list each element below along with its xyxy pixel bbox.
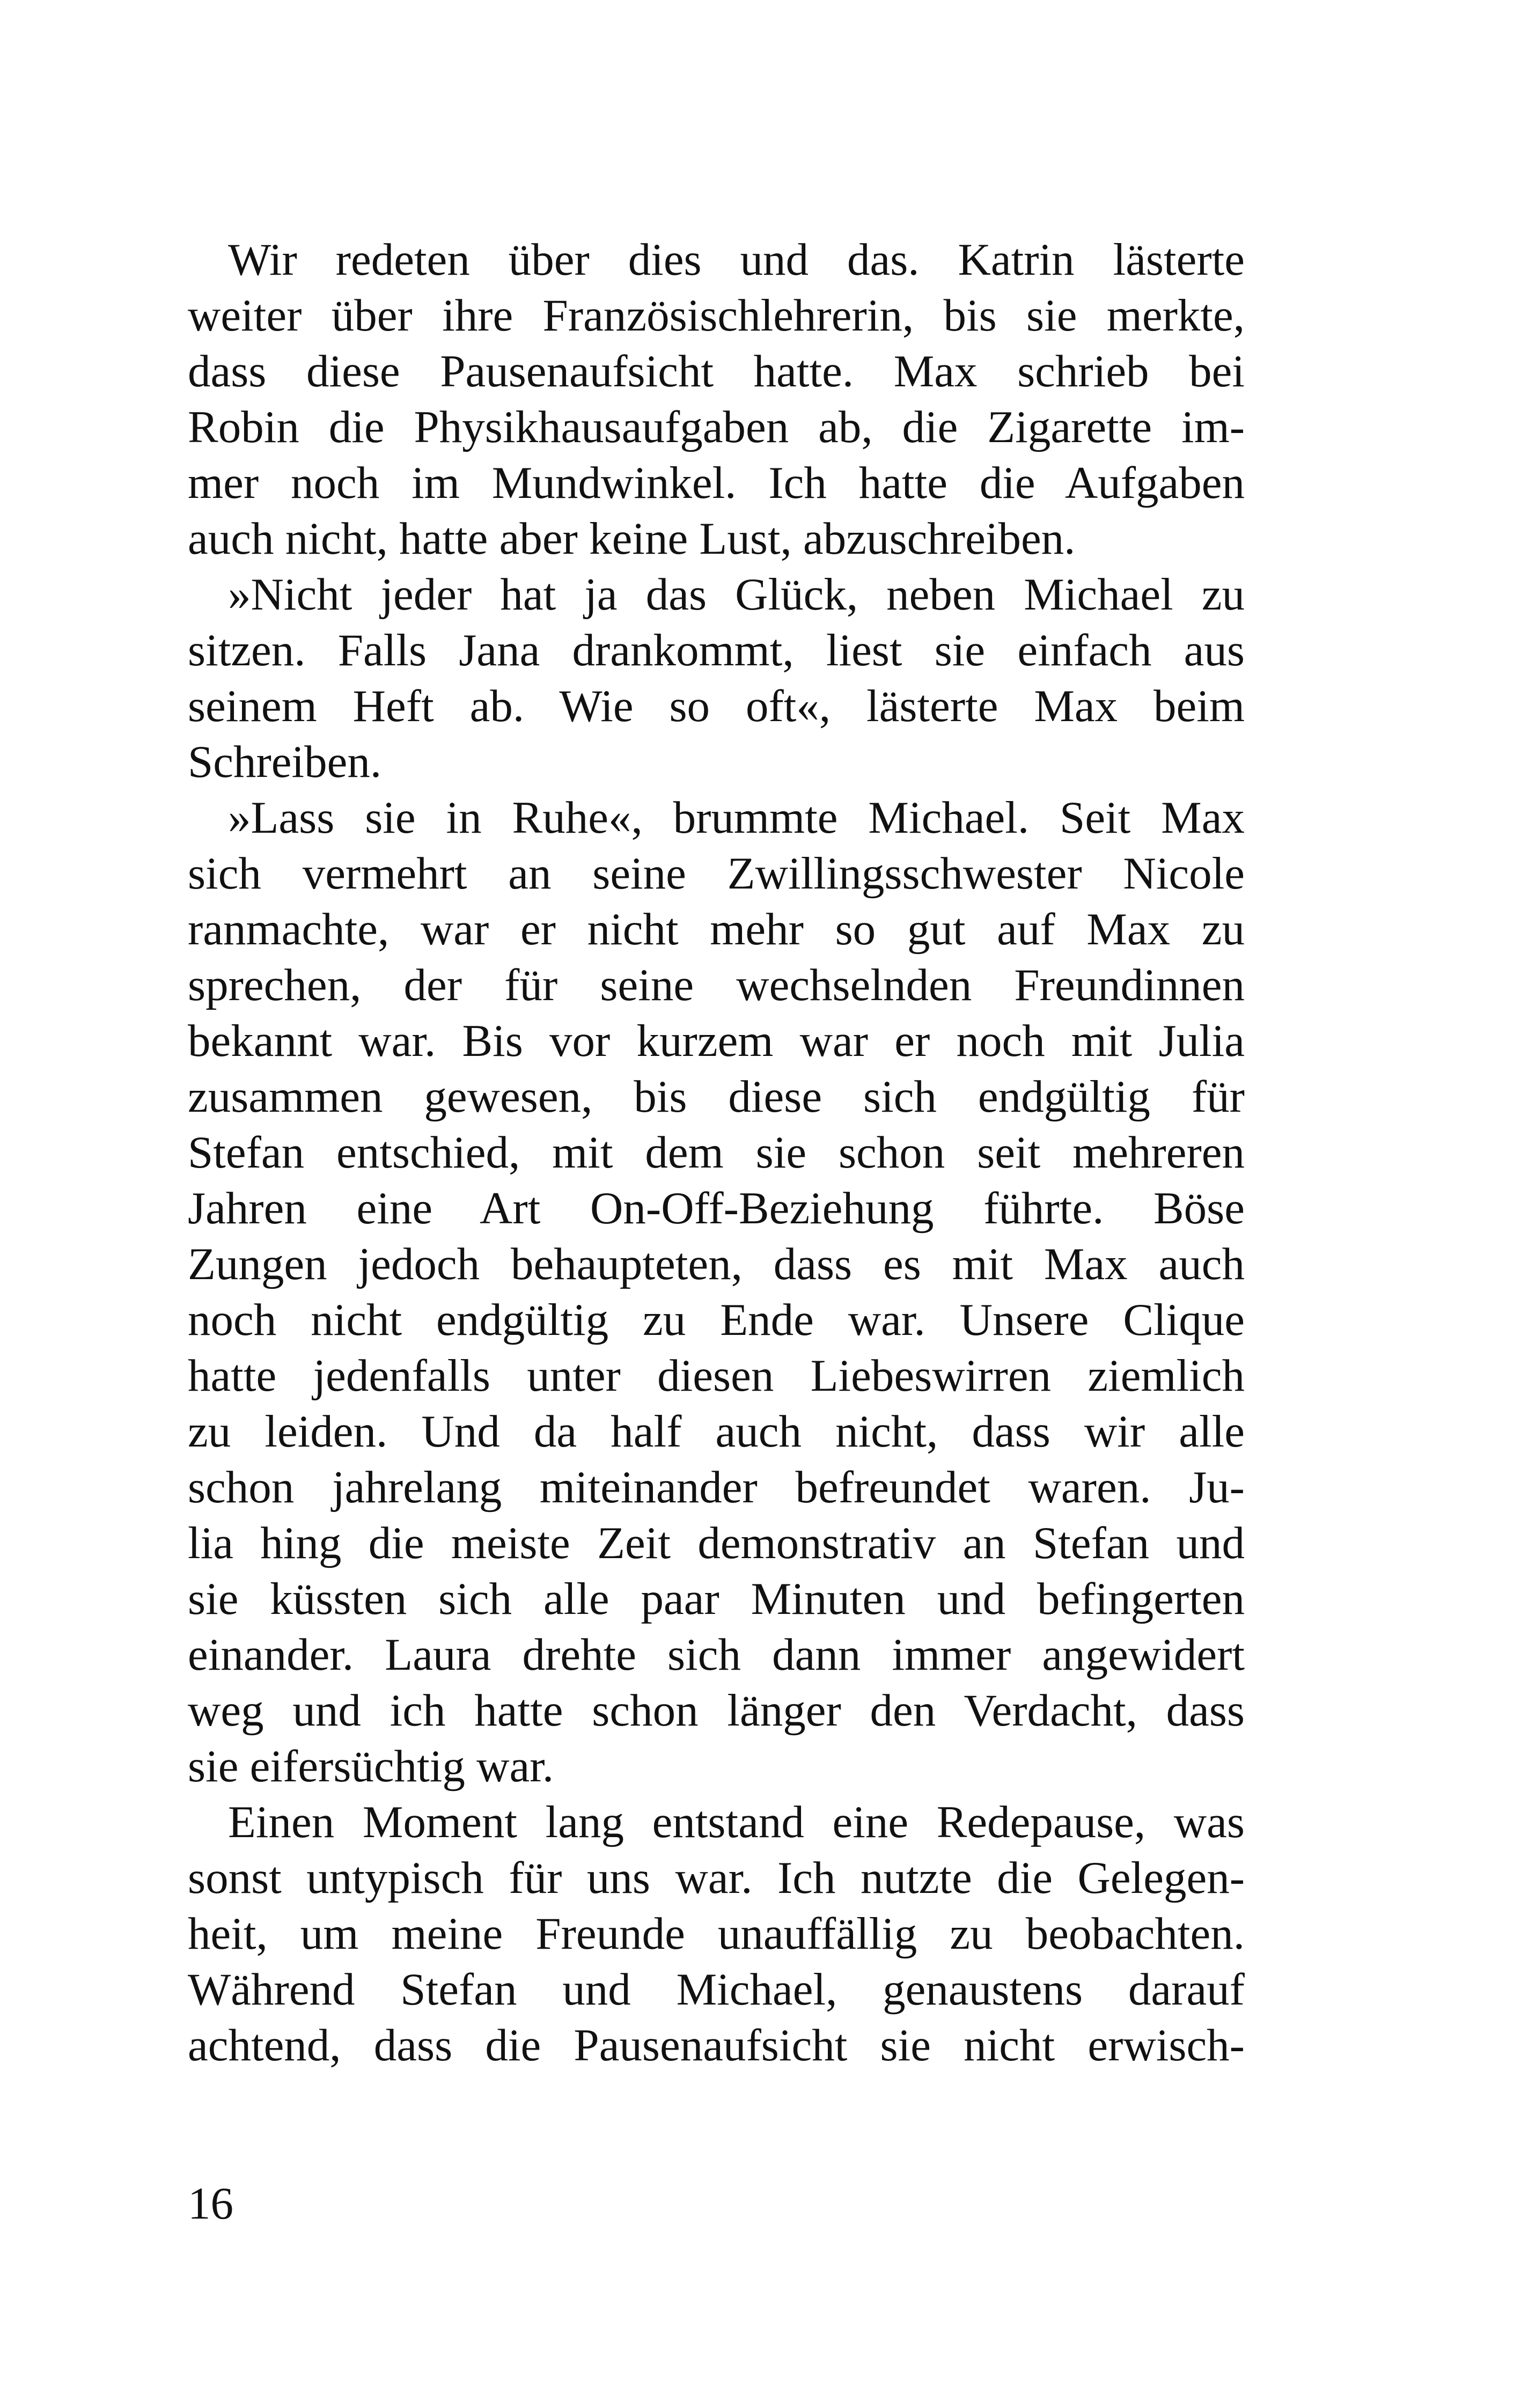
text-line: noch nicht endgültig zu Ende war. Unsere Clique — [188, 1295, 1245, 1345]
text-line: seinem Heft ab. Wie so oft«, lästerte Max beim — [188, 681, 1245, 731]
text-line: bekannt war. Bis vor kurzem war er noch mit Julia — [188, 1016, 1245, 1066]
text-line: »Lass sie in Ruhe«, brummte Michael. Seit Max — [228, 792, 1245, 843]
text-line: zusammen gewesen, bis diese sich endgültig für — [188, 1071, 1245, 1122]
text-line: schon jahrelang miteinander befreundet waren. Ju- — [188, 1462, 1245, 1513]
text-line: weg und ich hatte schon länger den Verdacht, dass — [188, 1685, 1245, 1736]
text-line: einander. Laura drehte sich dann immer angewidert — [188, 1629, 1245, 1680]
text-line: sonst untypisch für uns war. Ich nutzte die Gelegen- — [188, 1853, 1245, 1903]
text-line: Stefan entschied, mit dem sie schon seit mehreren — [188, 1127, 1245, 1178]
text-line: Wir redeten über dies und das. Katrin lästerte — [228, 234, 1245, 285]
text-line: sitzen. Falls Jana drankommt, liest sie einfach aus — [188, 625, 1245, 676]
text-line: heit, um meine Freunde unauffällig zu beobachten. — [188, 1908, 1245, 1959]
text-line: Jahren eine Art On-Off-Beziehung führte. Böse — [188, 1183, 1245, 1234]
text-line: weiter über ihre Französischlehrerin, bis sie merkte, — [188, 290, 1245, 341]
text-line: Während Stefan und Michael, genaustens darauf — [188, 1964, 1245, 2015]
text-line: hatte jedenfalls unter diesen Liebeswirren ziemlich — [188, 1350, 1245, 1401]
text-line: sie küssten sich alle paar Minuten und befingerten — [188, 1574, 1245, 1624]
text-line: Einen Moment lang entstand eine Redepause, was — [228, 1797, 1245, 1847]
text-line: zu leiden. Und da half auch nicht, dass wir alle — [188, 1406, 1245, 1457]
text-line: achtend, dass die Pausenaufsicht sie nicht erwisch- — [188, 2020, 1245, 2071]
page-number: 16 — [188, 2178, 233, 2229]
text-line: sie eifersüchtig war. — [188, 1741, 554, 1792]
text-line: sich vermehrt an seine Zwillingsschwester Nicole — [188, 848, 1245, 899]
text-line: Robin die Physikhausaufgaben ab, die Zigarette im- — [188, 402, 1245, 452]
body-text — [188, 232, 1245, 2073]
text-line: lia hing die meiste Zeit demonstrativ an Stefan und — [188, 1518, 1245, 1568]
text-line: dass diese Pausenaufsicht hatte. Max schrieb bei — [188, 346, 1245, 397]
text-line: Zungen jedoch behaupteten, dass es mit Max auch — [188, 1239, 1245, 1289]
text-line: Schreiben. — [188, 737, 382, 787]
text-line: auch nicht, hatte aber keine Lust, abzuschreiben. — [188, 513, 1076, 564]
text-line: mer noch im Mundwinkel. Ich hatte die Aufgaben — [188, 458, 1245, 508]
text-line: »Nicht jeder hat ja das Glück, neben Michael zu — [228, 569, 1245, 620]
text-line: ranmachte, war er nicht mehr so gut auf Max zu — [188, 904, 1245, 955]
text-line: sprechen, der für seine wechselnden Freundinnen — [188, 960, 1245, 1010]
